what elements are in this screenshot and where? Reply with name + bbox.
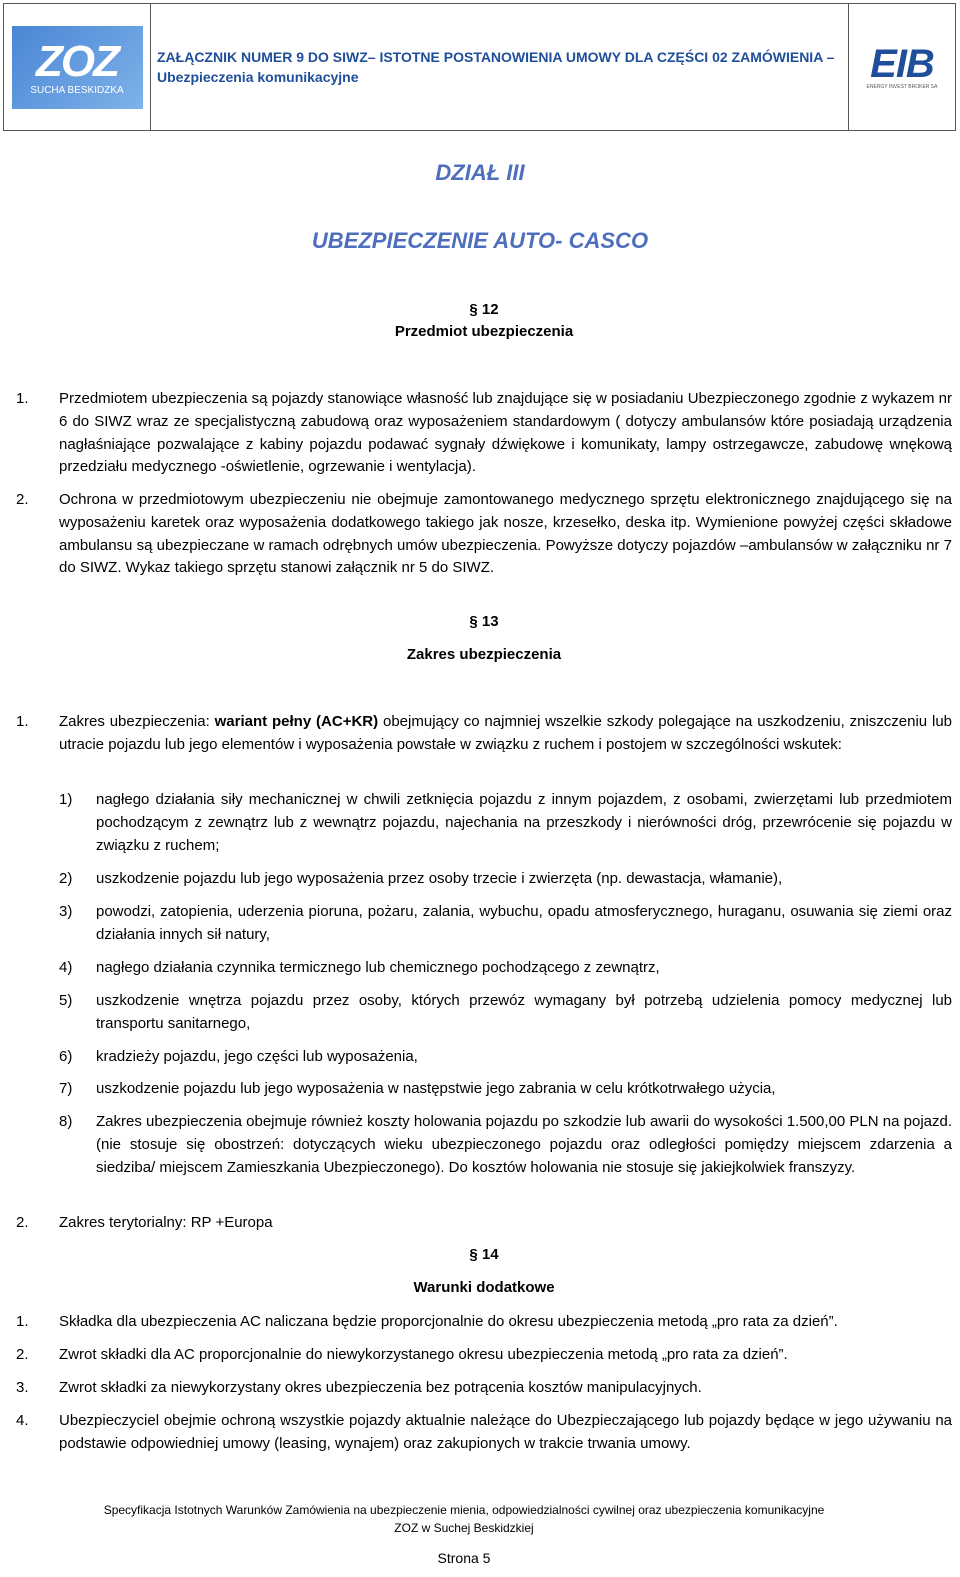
p14-item1-num: 1.	[16, 1313, 29, 1330]
p13-sub5-text: uszkodzenie wnętrza pojazdu przez osoby, których przewóz wymagany był potrzebą udzielenia pomocy medycznej lub transportu sanitarnego,	[96, 992, 952, 1032]
header-title-line2: Ubezpieczenia komunikacyjne	[157, 69, 359, 85]
p13-item1-text	[59, 711, 952, 757]
p12-heading: § 12	[469, 301, 499, 318]
eib-logo-subtext: ENERGY INVEST BROKER SA	[866, 84, 938, 90]
header-title-line1: ZAŁĄCZNIK NUMER 9 DO SIWZ– ISTOTNE POSTANOWIENIA UMOWY DLA CZĘŚCI 02 ZAMÓWIENIA –	[157, 49, 835, 65]
p13-item1-post: obejmujący co najmniej wszelkie szkody polegające na uszkodzeniu, zniszczeniu lub utracie pojazdu lub jego elementów i wyposażenia powstałe w związku z ruchem i postojem w szczególności wskutek:	[59, 713, 953, 753]
p12-item1-text: Przedmiotem ubezpieczenia są pojazdy stanowiące własność lub znajdujące się w posiadaniu Ubezpieczonego zgodnie z wykazem nr 6 do SIWZ wraz ze specjalistyczną zabudową oraz wyposażeniem standardowym ( dotyczy ambulansów które posiadają urządzenia nagłaśniające pozwalające z kabiny pojazdu podawać sygnały dźwiękowe i komunikaty, lampy ostrzegawcze, zabudowę wnękową przedziału medycznego -oświetlenie, ogrzewanie i wentylacja).	[59, 390, 952, 476]
footer-line1: Specyfikacja Istotnych Warunków Zamówienia na ubezpieczenie mienia, odpowiedzialności cywilnej oraz ubezpieczenia komunikacyjne	[103, 1503, 825, 1517]
p13-sub2-num: 2)	[59, 870, 73, 887]
p13-sub4-text: nagłego działania czynnika termicznego lub chemicznego pochodzącego z zewnątrz,	[96, 959, 660, 976]
p13-sub3-text: powodzi, zatopienia, uderzenia pioruna, pożaru, zalania, wybuchu, opadu atmosferycznego, huraganu, osuwania się ziemi oraz działania innych sił natury,	[96, 903, 952, 943]
p14-item3-num: 3.	[16, 1379, 29, 1396]
p13-sub3-num: 3)	[59, 903, 73, 920]
p13-sub7-num: 7)	[59, 1080, 73, 1097]
footer-line2: ZOZ w Suchej Beskidzkiej	[394, 1521, 534, 1535]
zoz-logo-text: ZOZ	[36, 36, 118, 86]
p13-item2-text: Zakres terytorialny: RP +Europa	[59, 1214, 273, 1231]
p13-title: Zakres ubezpieczenia	[406, 646, 562, 663]
zoz-logo	[12, 26, 143, 109]
p13-sub8-num: 8)	[59, 1113, 73, 1130]
p13-sub6-text: kradzieży pojazdu, jego części lub wyposażenia,	[96, 1048, 418, 1065]
section-name: UBEZPIECZENIE AUTO- CASCO	[311, 228, 649, 253]
p14-item1-text: Składka dla ubezpieczenia AC naliczana będzie proporcjonalnie do okresu ubezpieczenia metodą „pro rata za dzień”.	[59, 1313, 838, 1330]
p13-sub8-text: Zakres ubezpieczenia obejmuje również koszty holowania pojazdu po szkodzie lub awarii do wysokości 1.500,00 PLN na pojazd. (nie stosuje się obostrzeń: dotyczących wieku ubezpieczonego pojazdu oraz odległości pomiędzy miejscem zdarzenia a siedziba/ miejscem Zamieszkania Ubezpieczonego). Do kosztów holowania nie stosuje się jakiejkolwiek franszyzy.	[96, 1113, 952, 1176]
page-number: Strona 5	[437, 1550, 491, 1566]
p14-heading: § 14	[469, 1246, 499, 1263]
p13-sub1-num: 1)	[59, 791, 73, 808]
p13-sub7-text: uszkodzenie pojazdu lub jego wyposażenia w następstwie jego zabrania w celu krótkotrwałego użycia,	[96, 1080, 776, 1097]
p14-item4-num: 4.	[16, 1412, 29, 1429]
p13-sub2-text: uszkodzenie pojazdu lub jego wyposażenia przez osoby trzecie i zwierzęta (np. dewastacja, włamanie),	[96, 870, 783, 887]
zoz-logo-cell	[4, 4, 151, 130]
p14-title: Warunki dodatkowe	[413, 1279, 555, 1296]
p13-item1-bold: wariant pełny (AC+KR)	[214, 713, 379, 730]
header-title-cell	[151, 4, 849, 130]
p14-item2-text: Zwrot składki dla AC proporcjonalnie do niewykorzystanego okresu ubezpieczenia metodą „pro rata za dzień”.	[59, 1346, 788, 1363]
p13-heading: § 13	[469, 613, 499, 630]
p14-item2-num: 2.	[16, 1346, 29, 1363]
p13-sub1-text: nagłego działania siły mechanicznej w chwili zetknięcia pojazdu z innym pojazdem, z osobami, zwierzętami lub przedmiotem pochodzącym z zewnątrz lub z wewnątrz pojazdu, najechania na przeszkody i nierówności dróg, przewrócenie się pojazdu w związku z ruchem;	[96, 791, 952, 854]
p12-title: Przedmiot ubezpieczenia	[394, 323, 574, 340]
p12-item2-num: 2.	[16, 491, 29, 508]
p12-item1-num: 1.	[16, 390, 29, 407]
zoz-logo-subtext: SUCHA BESKIDZKA	[30, 84, 124, 96]
eib-logo	[867, 44, 938, 90]
p13-item1-num: 1.	[16, 713, 29, 730]
p14-item4-text: Ubezpieczyciel obejmie ochroną wszystkie pojazdy aktualnie należące do Ubezpieczającego lub pojazdy będące w jego używaniu na podstawie odpowiedniej umowy (leasing, wynajem) oraz zakupionych w trakcie trwania umowy.	[59, 1412, 952, 1452]
p13-sub6-num: 6)	[59, 1048, 73, 1065]
p13-sub5-num: 5)	[59, 992, 73, 1009]
section-dzial: DZIAŁ III	[435, 160, 525, 185]
p13-sub4-num: 4)	[59, 959, 73, 976]
p14-item3-text: Zwrot składki za niewykorzystany okres ubezpieczenia bez potrącenia kosztów manipulacyjnych.	[59, 1379, 702, 1396]
p12-item2-text: Ochrona w przedmiotowym ubezpieczeniu nie obejmuje zamontowanego medycznego sprzętu elektronicznego znajdującego się na wyposażeniu karetek oraz wyposażenia dodatkowego takiego jak nosze, krzesełko, deska itp. Wymienione powyżej części składowe ambulansu są ubezpieczane w ramach odrębnych umów ubezpieczenia. Powyższe dotyczy pojazdów –ambulansów w załączniku nr 7 do SIWZ. Wykaz takiego sprzętu stanowi załącznik nr 5 do SIWZ.	[59, 491, 952, 577]
page-header	[3, 3, 956, 131]
p13-item2-num: 2.	[16, 1214, 29, 1231]
eib-logo-cell	[849, 4, 955, 130]
eib-logo-text: EIB	[870, 42, 934, 86]
p13-item1-pre: Zakres ubezpieczenia:	[59, 713, 215, 730]
